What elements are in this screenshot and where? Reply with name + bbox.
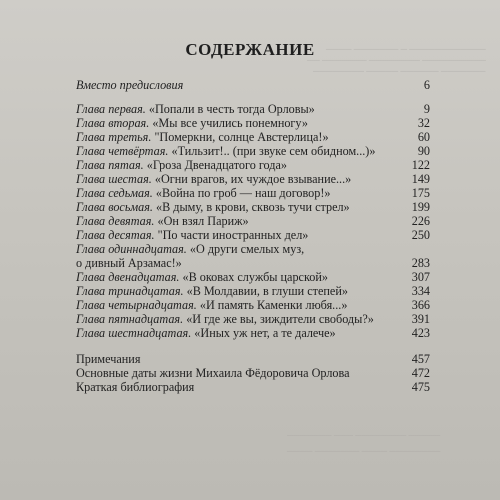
toc-entry-page: 9 [423,102,430,116]
toc-entry-label: Вместо предисловия [76,78,184,92]
toc-entry-title: «Он взял Париж» [157,214,249,228]
toc-entry-label: Глава четвёртая. [76,144,169,158]
toc-entry-title: «Гроза Двенадцатого года» [146,158,287,172]
toc-entry-page: 175 [411,186,430,200]
page-title: СОДЕРЖАНИЕ [185,40,315,59]
toc-entry-label: Глава третья. [76,130,152,144]
toc-entry [76,228,430,242]
toc-entry-page: 149 [411,172,430,186]
toc-entry-label: Глава пятая. [76,158,144,172]
toc-entry-title: «В оковах службы царской» [182,270,328,284]
toc-entry-page: 283 [411,256,430,270]
toc-entry-title: «И где же вы, зиждители свободы?» [186,312,374,326]
toc-entry-label: Глава первая. [76,102,146,116]
toc-entry [76,102,430,116]
toc-entry-title: «О други смелых муз, [189,242,305,256]
toc-entry-title: "По части иностранных дел» [157,228,309,242]
toc-entry [76,172,430,186]
toc-entry-page: 250 [411,228,430,242]
toc-entry [76,270,430,284]
toc-entry-page: 199 [411,200,430,214]
toc-entry-page: 60 [417,130,430,144]
bleed-through-text: ───── ──────── ─── ─────── [286,430,440,440]
toc-entry-label: Глава шестнадцатая. [76,326,192,340]
toc-entry-page: 90 [417,144,430,158]
toc-entry-label: Глава четырнадцатая. [76,298,197,312]
toc-entry [76,78,430,92]
toc-entry-label: Глава седьмая. [76,186,153,200]
toc-entry [76,284,430,298]
toc-entry-label: Глава девятая. [76,214,155,228]
toc-entry [76,326,430,340]
toc-entry-title: «Огни врагов, их чуждое взывание...» [154,172,352,186]
bleed-through-text: ──────────── ─ ─────── ──── [326,44,486,54]
toc-entry [76,200,430,214]
bleed-through-text: ─────── ────── ───── ──────── [313,66,486,76]
toc-entry [76,312,430,326]
toc-entry [76,186,430,200]
toc-entry-page: 457 [411,352,430,366]
toc-entry-page: 391 [411,312,430,326]
toc-entry [76,158,430,172]
toc-entry [76,380,430,394]
toc-entry-title: «Тильзит!.. (при звуке сем обидном...)» [171,144,376,158]
toc-entry-label: Глава восьмая. [76,200,153,214]
toc-entry-label: Глава шестая. [76,172,152,186]
toc-entry-title: Примечания [76,352,141,366]
toc-entry-title: «Попали в честь тогда Орловы» [148,102,315,116]
toc-entry-page: 6 [423,78,430,92]
toc-entry-page: 475 [411,380,430,394]
toc-entry-title: «И память Каменки любя...» [199,298,348,312]
toc-entry [76,242,430,270]
toc-entry-page: 366 [411,298,430,312]
toc-entry-page: 472 [411,366,430,380]
toc-entry-page: 226 [411,214,430,228]
bleed-through-text: ────────── ──────── ─────── ── [307,55,486,65]
toc-entry-page: 334 [411,284,430,298]
toc-entry-label: Глава вторая. [76,116,150,130]
toc-entry [76,116,430,130]
toc-entry [76,298,430,312]
bleed-through-text: ──────── ──── ─────── ──── [286,446,440,456]
toc-entry [76,130,430,144]
toc-entry-label: Глава двенадцатая. [76,270,180,284]
toc-entry-page: 122 [411,158,430,172]
toc-entry-label: Глава пятнадцатая. [76,312,184,326]
toc-entry-title: Краткая библиография [76,380,195,394]
toc-entry [76,366,430,380]
toc-entry-title-continued: о дивный Арзамас!» [76,256,182,270]
toc-entry-title: «В Молдавии, в глуши степей» [186,284,348,298]
toc-entry-title: Основные даты жизни Михаила Фёдоровича Орлова [76,366,350,380]
toc-entry-title: «Мы все учились понемногу» [152,116,308,130]
toc-entry-page: 32 [417,116,430,130]
toc-entry-title: "Померкни, солнце Австерлица!» [154,130,329,144]
toc-entry [76,352,430,366]
toc-entry-label: Глава одиннадцатая. [76,242,187,256]
toc-entry-page: 307 [411,270,430,284]
toc-entry-page: 423 [411,326,430,340]
toc-entry-label: Глава тринадцатая. [76,284,184,298]
toc-entry-label: Глава десятая. [76,228,155,242]
toc-entry-title: «В дыму, в крови, сквозь тучи стрел» [156,200,350,214]
toc-entry [76,144,430,158]
toc-entry [76,214,430,228]
toc-entry-title: «Иных уж нет, а те далече» [194,326,336,340]
toc-entry-title: «Война по гроб — наш договор!» [155,186,331,200]
